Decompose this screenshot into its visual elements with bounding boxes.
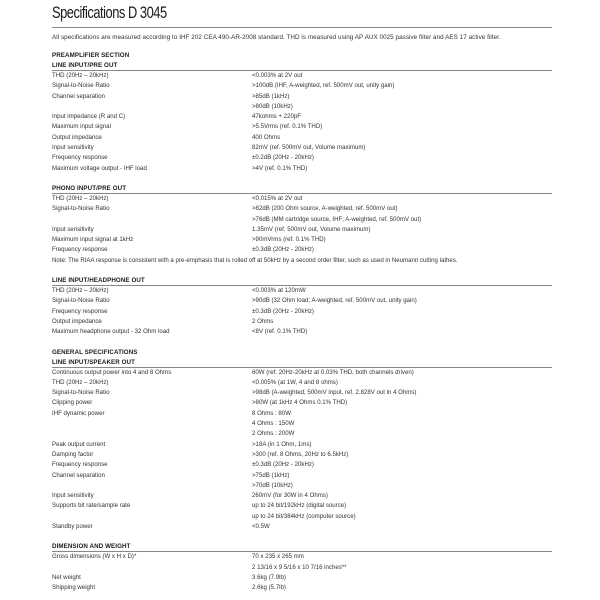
spec-value: ±0.3dB (20Hz - 20kHz) — [252, 461, 314, 469]
spec-value: 82mV (ref. 500mV out, Volume maximum) — [252, 144, 366, 152]
spec-label: Supports bit rate/sample rate — [52, 502, 131, 510]
spec-label: Gross dimensions (W x H x D)* — [52, 553, 137, 561]
spec-content — [52, 51, 552, 593]
spec-label: Signal-to-Noise Ratio — [52, 297, 110, 305]
spec-label: Frequency response — [52, 307, 108, 315]
spec-row — [52, 296, 552, 306]
spec-value: 1.35mV (ref. 500mV out, Volume maximum) — [252, 225, 371, 233]
spacer — [52, 338, 552, 348]
spec-label: Damping factor — [52, 450, 94, 458]
spec-row — [52, 215, 552, 225]
spec-row — [52, 563, 552, 573]
spec-label: Input impedance (R and C) — [52, 113, 126, 121]
spec-value: 2.6kg (5.7lb) — [252, 584, 286, 592]
page-title: Specifications D 3045 — [52, 4, 167, 22]
spec-label: Channel separation — [52, 92, 105, 100]
spec-label: Frequency response — [52, 246, 108, 254]
spec-value: <0.005% (at 1W, 4 and 8 ohms) — [252, 378, 338, 386]
spec-label — [52, 215, 252, 225]
spec-label: Net weight — [52, 573, 81, 581]
spec-row — [52, 327, 552, 337]
spec-row — [52, 102, 552, 112]
spec-value: ±0.3dB (20Hz - 20kHz) — [252, 246, 314, 254]
spec-value: >80dB (10kHz) — [252, 102, 293, 110]
spec-row — [52, 512, 552, 522]
spec-row — [52, 419, 552, 429]
subsection-heading-phono-pre: PHONO INPUT/PRE OUT — [52, 184, 552, 194]
spec-value: ±0.2dB (20Hz - 20kHz) — [252, 154, 314, 162]
spec-value: ±0.3dB (20Hz - 20kHz) — [252, 307, 314, 315]
spec-label: Signal-to-Noise Ratio — [52, 389, 110, 397]
spec-row — [52, 460, 552, 470]
spec-label: Input sensitivity — [52, 225, 94, 233]
spec-label — [52, 429, 252, 439]
spec-label: Continuous output power into 4 and 8 Ohms — [52, 368, 172, 376]
spec-label: Standby power — [52, 522, 93, 530]
subsection-heading-line-headphone: LINE INPUT/HEADPHONE OUT — [52, 276, 552, 286]
spec-label: Signal-to-Noise Ratio — [52, 82, 110, 90]
spec-label: Shipping weight — [52, 584, 96, 592]
riaa-note: Note: The RIAA response is consistent with a pre-emphasis that is rolled off at 50kHz by a second order filter, such as used in Neumann cutting lathes. — [52, 256, 458, 264]
spec-value: 47kohms + 220pF — [252, 113, 301, 121]
spec-row — [52, 522, 552, 532]
spec-value: >90mVrms (ref. 0.1% THD) — [252, 236, 326, 244]
spec-row — [52, 317, 552, 327]
spec-value: 8 Ohms : 80W — [252, 409, 291, 417]
spec-row — [52, 92, 552, 102]
spec-row — [52, 122, 552, 132]
spec-row — [52, 398, 552, 408]
section-heading-general: GENERAL SPECIFICATIONS — [52, 348, 138, 356]
spec-label: IHF dynamic power — [52, 409, 105, 417]
spec-table-phono-pre — [52, 194, 552, 256]
spec-value: <8V (ref. 0.1% THD) — [252, 328, 308, 336]
spec-label — [52, 512, 252, 522]
spec-row — [52, 133, 552, 143]
spec-value: <0.5W — [252, 522, 270, 530]
subsection-heading-line-pre: LINE INPUT/PRE OUT — [52, 61, 552, 71]
spec-row — [52, 235, 552, 245]
spec-value: up to 24 bit/192kHz (digital source) — [252, 502, 347, 510]
spec-row — [52, 153, 552, 163]
spec-label: THD (20Hz – 20kHz) — [52, 378, 109, 386]
spec-row — [52, 450, 552, 460]
spec-row — [52, 194, 552, 204]
spec-label: Maximum headphone output - 32 Ohm load — [52, 328, 170, 336]
spec-value: 2 Ohms — [252, 317, 274, 325]
spec-table-line-speaker — [52, 368, 552, 533]
spec-row — [52, 481, 552, 491]
spec-row — [52, 429, 552, 439]
spec-value: >80W (at 1kHz 4 Ohms 0.1% THD) — [252, 399, 348, 407]
spec-label: Clipping power — [52, 399, 93, 407]
spec-label: Input sensitivity — [52, 144, 94, 152]
spec-value: >5.5Vrms (ref. 0.1% THD) — [252, 123, 323, 131]
spec-row — [52, 112, 552, 122]
spacer — [52, 174, 552, 184]
spec-label — [52, 563, 252, 573]
spec-row — [52, 501, 552, 511]
spec-row — [52, 573, 552, 583]
spec-label: Signal-to-Noise Ratio — [52, 205, 110, 213]
intro-text: All specifications are measured according to IHF 202 CEA 490-AR-2008 standard. THD is measured using AP AUX 0025 passive filter and AES 17 active filter. — [52, 34, 501, 41]
spec-label: Output impedance — [52, 133, 102, 141]
spec-label: THD (20Hz – 20kHz) — [52, 194, 109, 202]
spec-label: Maximum voltage output - IHF load — [52, 164, 147, 172]
spec-row — [52, 204, 552, 214]
spec-table-dimensions — [52, 552, 552, 593]
spec-row — [52, 307, 552, 317]
spec-value: 3.6kg (7.9lb) — [252, 573, 286, 581]
spec-value: >82dB (200 Ohm source, A-weighted, ref. 500mV out) — [252, 205, 398, 213]
spec-table-line-headphone — [52, 286, 552, 337]
spec-value: >75dB (1kHz) — [252, 471, 290, 479]
spec-value: 2 13/16 x 9 5/16 x 10 7/16 inches** — [252, 563, 347, 571]
spec-label: Maximum input signal — [52, 123, 111, 131]
spec-value: 400 Ohms — [252, 133, 281, 141]
spec-label: Frequency response — [52, 154, 108, 162]
spec-label: Peak output current — [52, 440, 106, 448]
spec-value: <0.003% at 2V out — [252, 72, 303, 79]
spec-row — [52, 409, 552, 419]
spec-value: 60W (ref. 20Hz-20kHz at 0.03% THD, both channels driven) — [252, 368, 414, 376]
spec-row — [52, 245, 552, 255]
spec-value: >98dB (A-weighted, 500mV input, ref. 2.828V out in 4 Ohms) — [252, 389, 417, 397]
spec-value: >100dB (IHF, A-weighted, ref. 500mV out, unity gain) — [252, 82, 395, 90]
spec-value: >4V (ref. 0.1% THD) — [252, 164, 308, 172]
section-heading-preamp: PREAMPLIFIER SECTION — [52, 52, 130, 59]
spec-value: 70 x 235 x 265 mm — [252, 553, 304, 561]
spec-row — [52, 164, 552, 174]
spec-row — [52, 552, 552, 562]
spec-value: 4 Ohms : 150W — [252, 420, 295, 428]
spec-table-line-pre — [52, 71, 552, 174]
spec-row — [52, 471, 552, 481]
spec-label: THD (20Hz – 20kHz) — [52, 72, 109, 79]
spec-row — [52, 368, 552, 378]
spec-value: >76dB (MM cartridge source, IHF; A-weighted, ref. 500mV out) — [252, 215, 422, 223]
spec-row — [52, 440, 552, 450]
spec-row — [52, 143, 552, 153]
spacer — [52, 266, 552, 276]
title-divider — [52, 27, 552, 28]
spec-value: <0.015% at 2V out — [252, 194, 303, 202]
subsection-heading-line-speaker: LINE INPUT/SPEAKER OUT — [52, 358, 552, 368]
spec-label: Frequency response — [52, 461, 108, 469]
spec-value: >85dB (1kHz) — [252, 92, 290, 100]
spec-label: Output impedance — [52, 317, 102, 325]
spec-value: <0.003% at 120mW — [252, 287, 306, 295]
spec-value: >18A (in 1 Ohm, 1ms) — [252, 440, 312, 448]
spec-row — [52, 286, 552, 296]
spec-row — [52, 388, 552, 398]
spec-value: up to 24 bit/384kHz (computer source) — [252, 512, 356, 520]
spec-row — [52, 71, 552, 81]
spec-label: Channel separation — [52, 471, 105, 479]
spec-value: >90dB (32 Ohm load; A-weighted, ref. 500mV out, unity gain) — [252, 297, 417, 305]
spec-value: >70dB (10kHz) — [252, 481, 293, 489]
spec-row — [52, 491, 552, 501]
spec-row — [52, 583, 552, 593]
spec-row — [52, 378, 552, 388]
spec-value: 260mV (for 30W in 4 Ohms) — [252, 492, 328, 500]
spec-label: Maximum input signal at 1kHz — [52, 236, 134, 244]
spec-label — [52, 419, 252, 429]
spacer — [52, 532, 552, 542]
spec-label: THD (20Hz – 20kHz) — [52, 287, 109, 295]
spec-label — [52, 481, 252, 491]
subsection-heading-dimensions: DIMENSION AND WEIGHT — [52, 542, 552, 552]
spec-label — [52, 102, 252, 112]
spec-row — [52, 81, 552, 91]
spec-row — [52, 225, 552, 235]
spec-label: Input sensitivity — [52, 492, 94, 500]
spec-value: 2 Ohms : 200W — [252, 430, 295, 438]
spec-value: >300 (ref. 8 Ohms, 20Hz to 6.5kHz) — [252, 450, 349, 458]
